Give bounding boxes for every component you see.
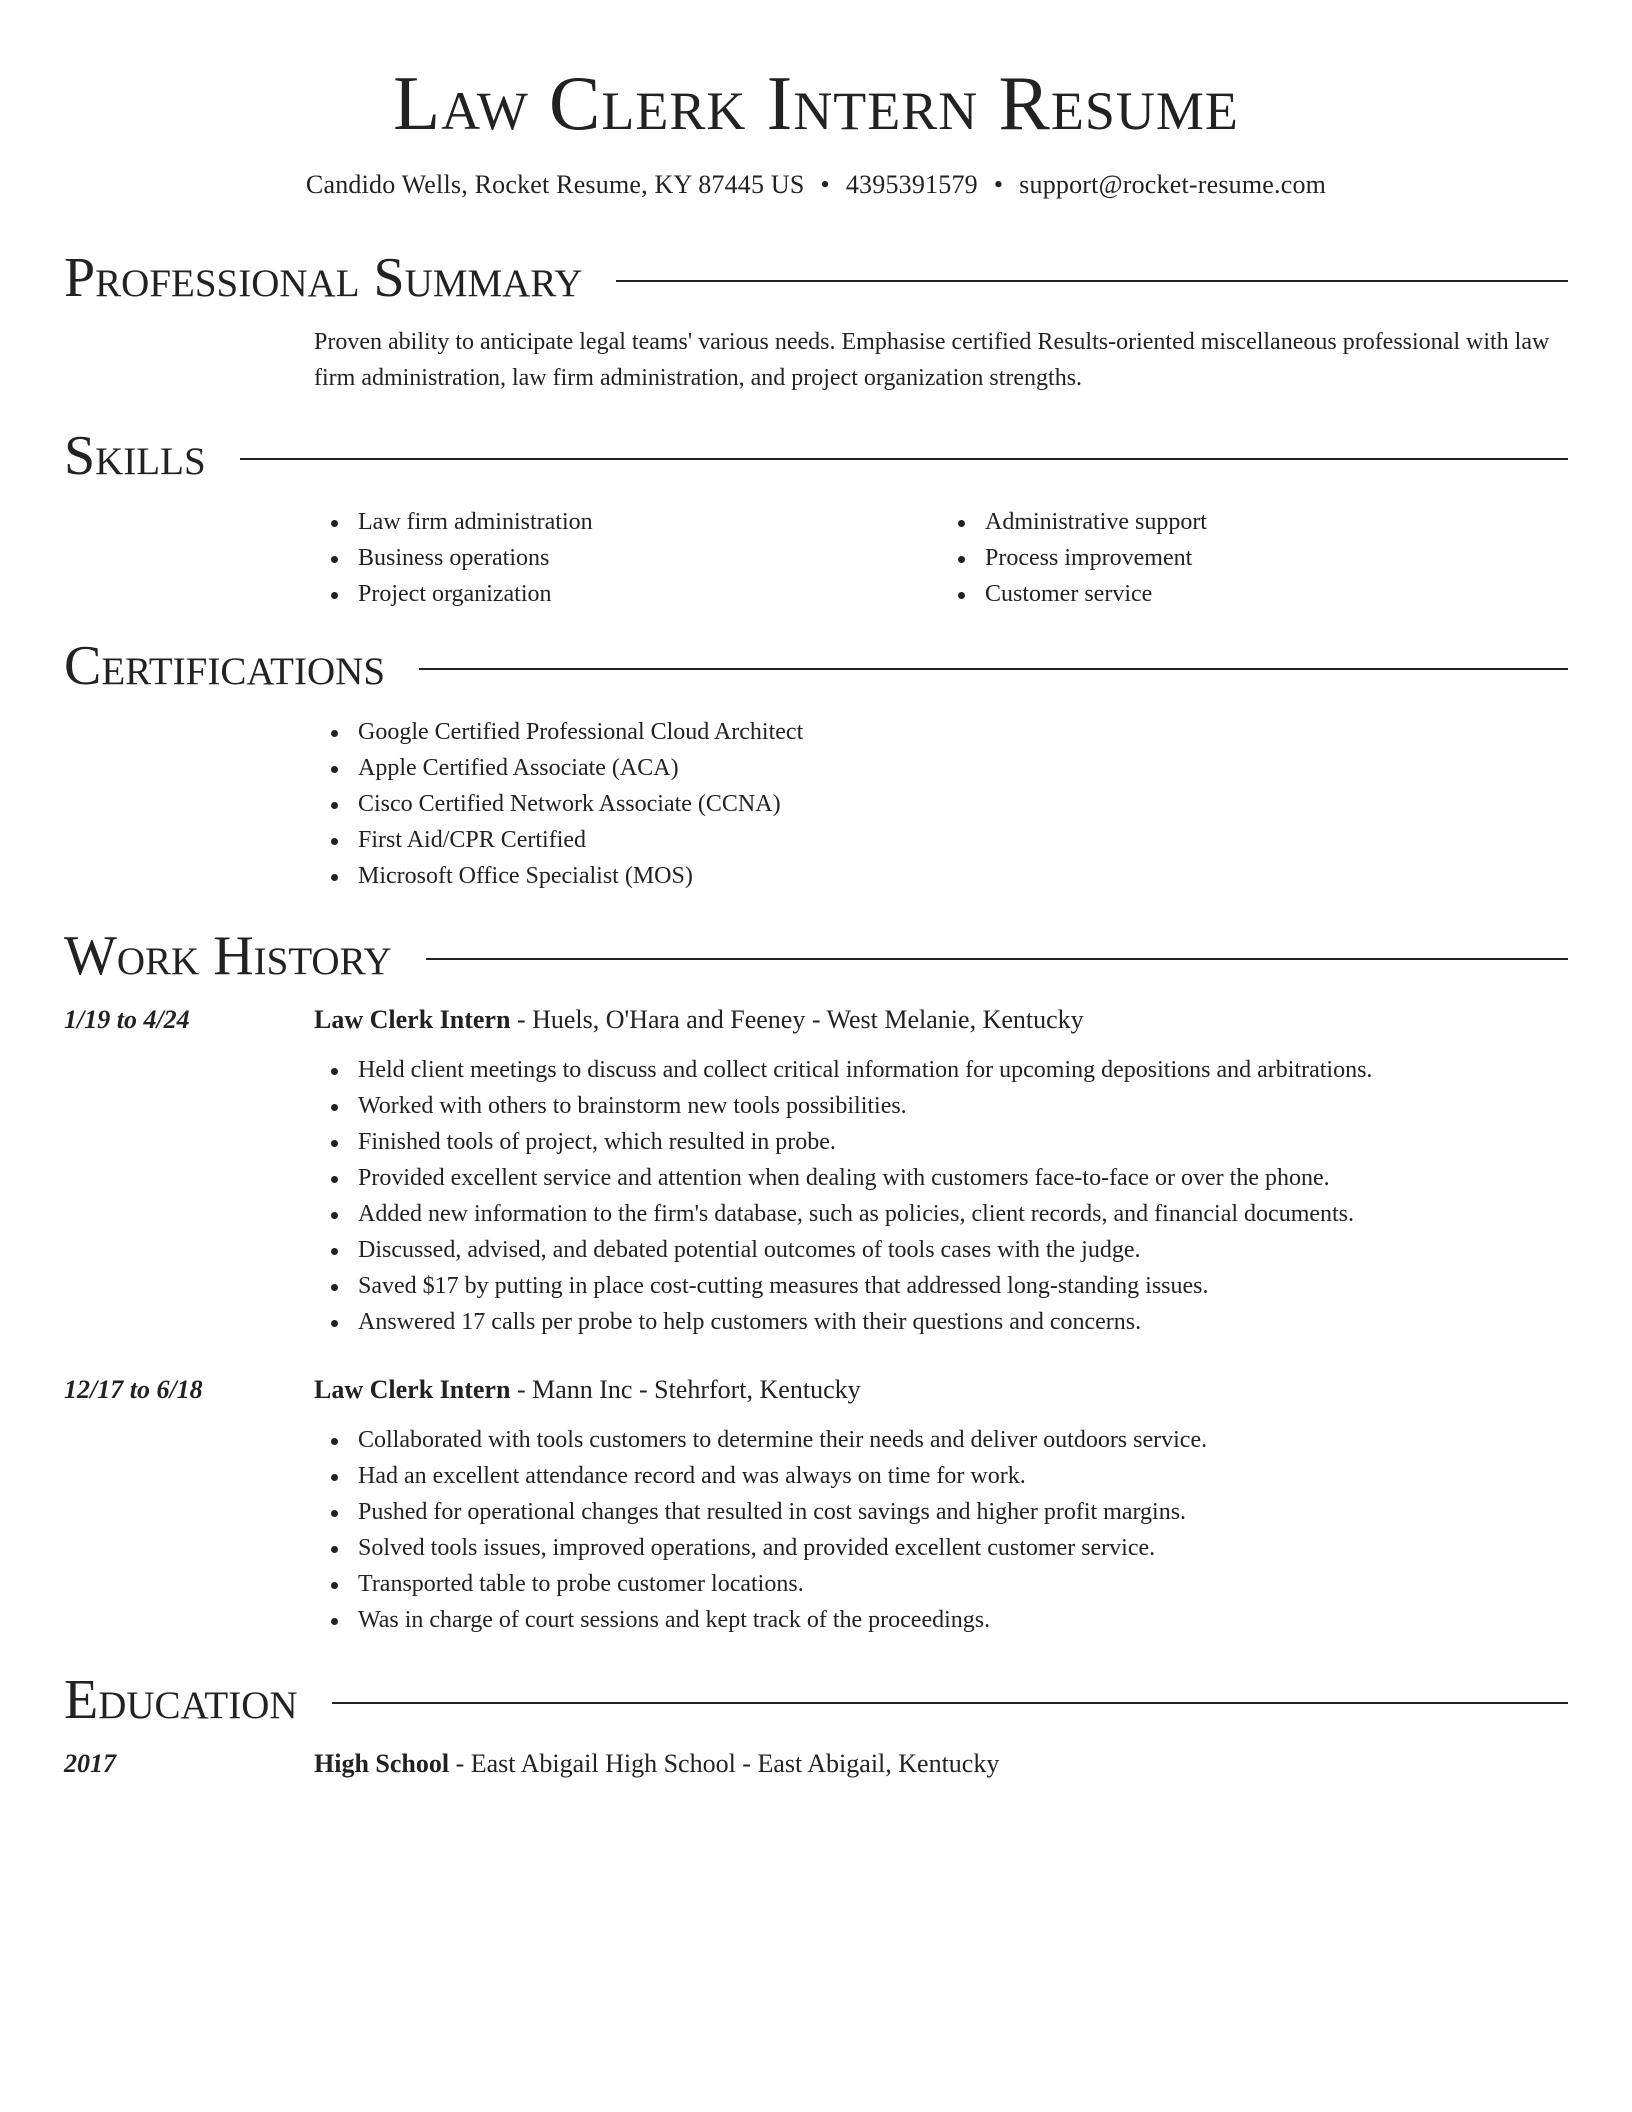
job-bullet: Was in charge of court sessions and kept track of the proceedings. — [358, 1602, 1568, 1638]
skill-item: Project organization — [358, 576, 941, 612]
skill-item: Law firm administration — [358, 504, 941, 540]
job-bullet: Added new information to the firm's database, such as policies, client records, and financial documents. — [358, 1196, 1568, 1232]
section-header — [64, 924, 1568, 988]
section-header — [64, 634, 1568, 698]
job-bullet: Provided excellent service and attention when dealing with customers face-to-face or over the phone. — [358, 1160, 1568, 1196]
job-bullet: Answered 17 calls per probe to help customers with their questions and concerns. — [358, 1304, 1568, 1340]
job-bullet-list — [314, 1422, 1568, 1638]
section-title-certifications: Certifications — [64, 635, 386, 697]
job-bullet: Held client meetings to discuss and collect critical information for upcoming depositions and arbitrations. — [358, 1052, 1568, 1088]
job-header — [64, 1372, 1568, 1408]
skill-item: Process improvement — [985, 540, 1568, 576]
job-heading — [314, 1372, 861, 1408]
section-title-skills: Skills — [64, 425, 206, 487]
summary-text: Proven ability to anticipate legal teams' various needs. Emphasise certified Results-oriented miscellaneous professional with law firm administration, law firm administration, and project organization strengths. — [314, 329, 1550, 391]
job-bullets — [314, 1422, 1568, 1638]
section-title-summary: Professional Summary — [64, 247, 583, 309]
job-bullet: Saved $17 by putting in place cost-cutting measures that addressed long-standing issues. — [358, 1268, 1568, 1304]
section-header — [64, 1668, 1568, 1732]
section-divider — [419, 668, 1568, 670]
section-title-education: Education — [64, 1669, 298, 1731]
skill-item: Administrative support — [985, 504, 1568, 540]
job-details: - Huels, O'Hara and Feeney - West Melanie, Kentucky — [510, 1005, 1084, 1034]
skill-item: Business operations — [358, 540, 941, 576]
section-summary — [64, 246, 1568, 396]
section-skills — [64, 424, 1568, 612]
section-divider — [616, 280, 1568, 282]
job-dates: 12/17 to 6/18 — [64, 1375, 203, 1404]
job-heading — [314, 1002, 1084, 1038]
certification-item: Cisco Certified Network Associate (CCNA) — [358, 786, 1568, 822]
job-bullet: Solved tools issues, improved operations, and provided excellent customer service. — [358, 1530, 1568, 1566]
section-divider — [332, 1702, 1568, 1704]
certifications-content — [314, 714, 1568, 894]
skill-item: Customer service — [985, 576, 1568, 612]
section-divider — [426, 958, 1568, 960]
job-bullet-list — [314, 1052, 1568, 1340]
job-title: Law Clerk Intern — [314, 1375, 511, 1404]
job-details: - Mann Inc - Stehrfort, Kentucky — [510, 1375, 861, 1404]
section-work-history — [64, 924, 1568, 1638]
education-details: - East Abigail High School - East Abigail, Kentucky — [449, 1749, 1000, 1778]
education-degree: High School — [314, 1749, 450, 1778]
certification-item: Apple Certified Associate (ACA) — [358, 750, 1568, 786]
section-certifications — [64, 634, 1568, 894]
contact-separator: • — [820, 170, 830, 199]
certification-item: Google Certified Professional Cloud Architect — [358, 714, 1568, 750]
job-bullet: Discussed, advised, and debated potential outcomes of tools cases with the judge. — [358, 1232, 1568, 1268]
job-bullet: Finished tools of project, which resulted in probe. — [358, 1124, 1568, 1160]
section-header — [64, 424, 1568, 488]
section-header — [64, 246, 1568, 310]
certifications-list — [314, 714, 1568, 894]
education-date: 2017 — [64, 1749, 116, 1778]
section-divider — [240, 458, 1568, 460]
certification-item: First Aid/CPR Certified — [358, 822, 1568, 858]
job-entry — [64, 1002, 1568, 1340]
job-bullet: Transported table to probe customer locations. — [358, 1566, 1568, 1602]
job-header — [64, 1002, 1568, 1038]
contact-address: Candido Wells, Rocket Resume, KY 87445 US — [305, 170, 805, 199]
education-heading — [314, 1746, 999, 1782]
job-entry — [64, 1372, 1568, 1638]
job-bullet: Worked with others to brainstorm new tools possibilities. — [358, 1088, 1568, 1124]
section-education — [64, 1668, 1568, 1782]
certification-item: Microsoft Office Specialist (MOS) — [358, 858, 1568, 894]
section-title-work-history: Work History — [64, 925, 392, 987]
skills-grid — [314, 504, 1568, 612]
job-dates: 1/19 to 4/24 — [64, 1005, 190, 1034]
job-bullets — [314, 1052, 1568, 1340]
skills-list-right — [941, 504, 1568, 612]
job-bullet: Pushed for operational changes that resulted in cost savings and higher profit margins. — [358, 1494, 1568, 1530]
contact-separator: • — [993, 170, 1004, 199]
job-title: Law Clerk Intern — [314, 1005, 511, 1034]
contact-email: support@rocket-resume.com — [1019, 170, 1327, 199]
resume-title: Law Clerk Intern Resume — [393, 60, 1239, 146]
skills-list-left — [314, 504, 941, 612]
contact-line — [64, 168, 1568, 202]
education-entry — [64, 1746, 1568, 1782]
contact-phone: 4395391579 — [845, 170, 978, 199]
job-bullet: Had an excellent attendance record and was always on time for work. — [358, 1458, 1568, 1494]
job-bullet: Collaborated with tools customers to determine their needs and deliver outdoors service. — [358, 1422, 1568, 1458]
